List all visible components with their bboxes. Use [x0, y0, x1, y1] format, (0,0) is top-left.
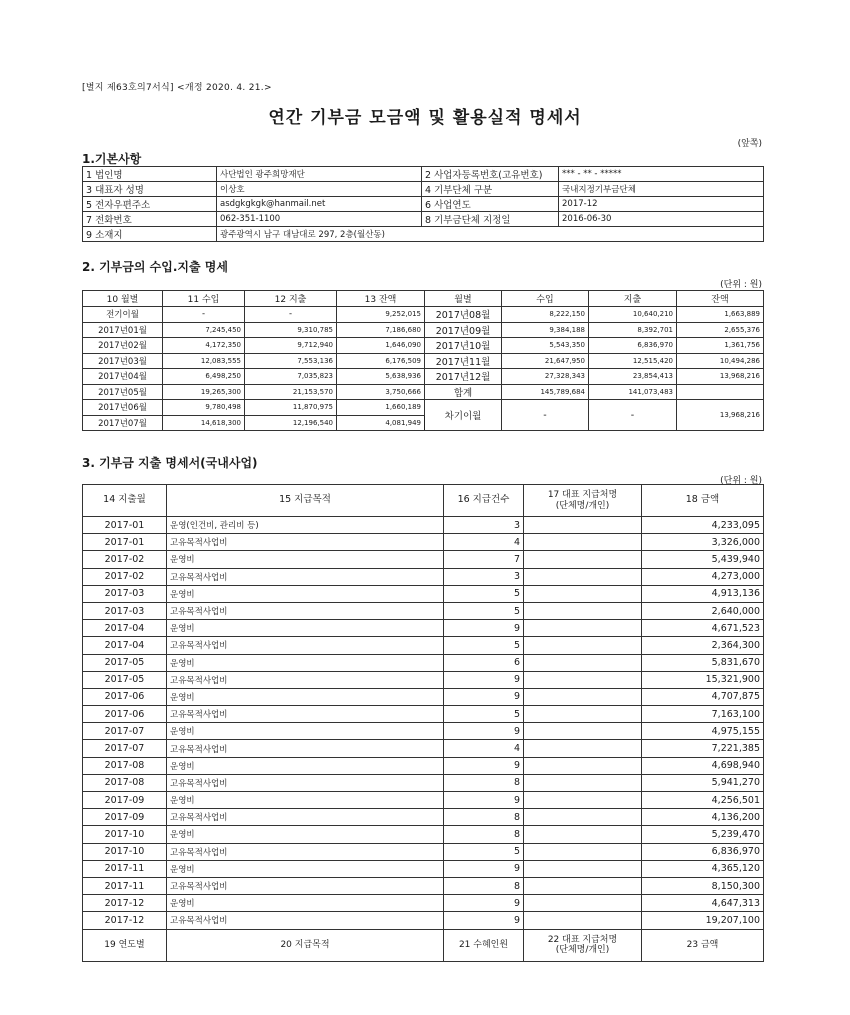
carry-balance-cell: 13,968,216 [677, 400, 764, 431]
column-header: 15 지급목적 [167, 485, 444, 517]
purpose-cell: 운영비 [167, 551, 444, 568]
count-cell: 9 [444, 688, 524, 705]
table-row [83, 826, 764, 843]
amount-cell: 5,239,470 [642, 826, 764, 843]
column-header: 23 금액 [642, 929, 764, 961]
month-cell: 2017년09월 [425, 322, 502, 338]
month-cell: 2017-06 [83, 706, 167, 723]
table-row [83, 307, 764, 323]
column-header: 잔액 [677, 291, 764, 307]
purpose-cell: 고유목적사업비 [167, 774, 444, 791]
amount-cell: 4,647,313 [642, 895, 764, 912]
month-cell: 2017-10 [83, 843, 167, 860]
column-header: 16 지급건수 [444, 485, 524, 517]
amount-cell: 7,163,100 [642, 706, 764, 723]
expense-cell: 6,836,970 [589, 338, 677, 354]
balance-cell: 7,186,680 [337, 322, 425, 338]
carry-expense-cell: - [589, 400, 677, 431]
purpose-cell: 고유목적사업비 [167, 740, 444, 757]
balance-cell: 1,660,189 [337, 400, 425, 416]
purpose-cell: 고유목적사업비 [167, 568, 444, 585]
payee-cell [524, 637, 642, 654]
amount-cell: 2,640,000 [642, 602, 764, 619]
month-cell: 2017년05월 [83, 384, 163, 400]
income-cell: 6,498,250 [163, 369, 245, 385]
table-row [83, 534, 764, 551]
table-row [83, 353, 764, 369]
amount-cell: 2,364,300 [642, 637, 764, 654]
income-cell: 9,780,498 [163, 400, 245, 416]
purpose-cell: 고유목적사업비 [167, 809, 444, 826]
expense-cell: 10,640,210 [589, 307, 677, 323]
section1-heading: 1.기본사항 [82, 152, 142, 166]
income-cell: 4,172,350 [163, 338, 245, 354]
table-row [83, 706, 764, 723]
payee-cell [524, 654, 642, 671]
table-row [83, 877, 764, 894]
count-cell: 9 [444, 671, 524, 688]
column-header: 12 지출 [245, 291, 337, 307]
count-cell: 8 [444, 809, 524, 826]
amount-cell: 3,326,000 [642, 534, 764, 551]
field-label: 7 전화번호 [83, 212, 217, 227]
count-cell: 9 [444, 723, 524, 740]
column-header: 11 수입 [163, 291, 245, 307]
balance-cell: 4,081,949 [337, 415, 425, 431]
income-expense-table [82, 290, 764, 431]
count-cell: 3 [444, 568, 524, 585]
carry-month-cell: 차기이월 [425, 400, 502, 431]
payee-cell [524, 620, 642, 637]
month-cell: 2017년07월 [83, 415, 163, 431]
month-cell: 2017-01 [83, 517, 167, 534]
count-cell: 9 [444, 792, 524, 809]
table-row [83, 620, 764, 637]
carry-income-cell: - [502, 400, 589, 431]
table-row [83, 671, 764, 688]
amount-cell: 4,136,200 [642, 809, 764, 826]
month-cell: 2017-04 [83, 637, 167, 654]
month-cell: 2017년03월 [83, 353, 163, 369]
basic-info-row [83, 167, 764, 182]
income-cell: 19,265,300 [163, 384, 245, 400]
month-cell: 전기이월 [83, 307, 163, 323]
table-row [83, 792, 764, 809]
payee-cell [524, 877, 642, 894]
table-row [83, 369, 764, 385]
payee-cell [524, 774, 642, 791]
amount-cell: 19,207,100 [642, 912, 764, 929]
expense-cell: 23,854,413 [589, 369, 677, 385]
count-cell: 5 [444, 637, 524, 654]
purpose-cell: 고유목적사업비 [167, 843, 444, 860]
income-cell: 9,384,188 [502, 322, 589, 338]
expense-cell: 8,392,701 [589, 322, 677, 338]
expense-cell: - [245, 307, 337, 323]
count-cell: 9 [444, 757, 524, 774]
table-row [83, 774, 764, 791]
count-cell: 5 [444, 585, 524, 602]
column-header: 지출 [589, 291, 677, 307]
footer-header-row [83, 929, 764, 961]
purpose-cell: 고유목적사업비 [167, 877, 444, 894]
column-header: 21 수혜인원 [444, 929, 524, 961]
amount-cell: 4,698,940 [642, 757, 764, 774]
purpose-cell: 고유목적사업비 [167, 706, 444, 723]
amount-cell: 15,321,900 [642, 671, 764, 688]
count-cell: 9 [444, 620, 524, 637]
amount-cell: 5,831,670 [642, 654, 764, 671]
month-cell: 2017-01 [83, 534, 167, 551]
payee-cell [524, 895, 642, 912]
balance-cell: 1,361,756 [677, 338, 764, 354]
count-cell: 8 [444, 826, 524, 843]
payee-cell [524, 740, 642, 757]
table-row [83, 860, 764, 877]
amount-cell: 4,365,120 [642, 860, 764, 877]
count-cell: 3 [444, 517, 524, 534]
field-value: 이상호 [217, 182, 422, 197]
expense-detail-table [82, 484, 764, 962]
field-value: 062-351-1100 [217, 212, 422, 227]
basic-info-row [83, 212, 764, 227]
purpose-cell: 고유목적사업비 [167, 637, 444, 654]
payee-cell [524, 860, 642, 877]
payee-cell [524, 826, 642, 843]
expense-cell: 12,196,540 [245, 415, 337, 431]
payee-cell [524, 585, 642, 602]
payee-cell [524, 792, 642, 809]
income-cell: 12,083,555 [163, 353, 245, 369]
table-row [83, 843, 764, 860]
field-label: 5 전자우편주소 [83, 197, 217, 212]
purpose-cell: 고유목적사업비 [167, 602, 444, 619]
expense-cell: 12,515,420 [589, 353, 677, 369]
field-label: 6 사업연도 [422, 197, 559, 212]
payee-cell [524, 843, 642, 860]
month-cell: 2017년02월 [83, 338, 163, 354]
basic-info-table [82, 166, 764, 242]
expense-cell: 21,153,570 [245, 384, 337, 400]
balance-cell: 2,655,376 [677, 322, 764, 338]
column-header: 20 지급목적 [167, 929, 444, 961]
amount-cell: 8,150,300 [642, 877, 764, 894]
payee-cell [524, 517, 642, 534]
count-cell: 5 [444, 843, 524, 860]
basic-info-row [83, 182, 764, 197]
column-header: 19 연도별 [83, 929, 167, 961]
count-cell: 9 [444, 860, 524, 877]
income-cell: 5,543,350 [502, 338, 589, 354]
amount-cell: 4,671,523 [642, 620, 764, 637]
basic-info-row [83, 197, 764, 212]
month-cell: 2017년06월 [83, 400, 163, 416]
count-cell: 9 [444, 895, 524, 912]
field-label: 9 소재지 [83, 227, 217, 242]
month-cell: 2017-12 [83, 912, 167, 929]
payee-cell [524, 809, 642, 826]
field-value: 국내지정기부금단체 [559, 182, 764, 197]
count-cell: 5 [444, 602, 524, 619]
table-row [83, 895, 764, 912]
field-value: 사단법인 광주희망재단 [217, 167, 422, 182]
count-cell: 4 [444, 534, 524, 551]
purpose-cell: 운영비 [167, 860, 444, 877]
field-value: 2017-12 [559, 197, 764, 212]
payee-cell [524, 688, 642, 705]
amount-cell: 7,221,385 [642, 740, 764, 757]
expense-cell: 141,073,483 [589, 384, 677, 400]
purpose-cell: 운영비 [167, 585, 444, 602]
column-header: 22 대표 지급처명 (단체명/개인) [524, 929, 642, 961]
purpose-cell: 운영비 [167, 792, 444, 809]
amount-cell: 4,273,000 [642, 568, 764, 585]
amount-cell: 4,975,155 [642, 723, 764, 740]
payee-cell [524, 912, 642, 929]
count-cell: 6 [444, 654, 524, 671]
expense-cell: 9,712,940 [245, 338, 337, 354]
count-cell: 8 [444, 877, 524, 894]
count-cell: 5 [444, 706, 524, 723]
income-cell: - [163, 307, 245, 323]
month-cell: 2017-05 [83, 671, 167, 688]
amount-cell: 4,233,095 [642, 517, 764, 534]
address-value: 광주광역시 남구 대남대로 297, 2층(월산동) [217, 227, 764, 242]
income-cell: 14,618,300 [163, 415, 245, 431]
month-cell: 2017년04월 [83, 369, 163, 385]
table-row [83, 723, 764, 740]
month-cell: 2017-03 [83, 585, 167, 602]
income-cell: 145,789,684 [502, 384, 589, 400]
month-cell: 2017-02 [83, 551, 167, 568]
side-note: (앞쪽) [737, 139, 762, 149]
month-cell: 2017-12 [83, 895, 167, 912]
table-row [83, 517, 764, 534]
count-cell: 8 [444, 774, 524, 791]
purpose-cell: 운영비 [167, 895, 444, 912]
payee-cell [524, 671, 642, 688]
amount-cell: 4,707,875 [642, 688, 764, 705]
balance-cell: 13,968,216 [677, 369, 764, 385]
count-cell: 4 [444, 740, 524, 757]
balance-cell: 1,663,889 [677, 307, 764, 323]
column-header: 17 대표 지급처명 (단체명/개인) [524, 485, 642, 517]
month-cell: 2017년11월 [425, 353, 502, 369]
column-header: 18 금액 [642, 485, 764, 517]
table-row [83, 322, 764, 338]
section3-unit: (단위 : 원) [720, 476, 762, 486]
payee-cell [524, 757, 642, 774]
income-cell: 21,647,950 [502, 353, 589, 369]
income-cell: 7,245,450 [163, 322, 245, 338]
month-cell: 2017-09 [83, 809, 167, 826]
table-row [83, 384, 764, 400]
payee-cell [524, 706, 642, 723]
purpose-cell: 운영비 [167, 723, 444, 740]
field-value: *** - ** - ***** [559, 167, 764, 182]
month-cell: 2017년01월 [83, 322, 163, 338]
column-header: 13 잔액 [337, 291, 425, 307]
balance-cell: 3,750,666 [337, 384, 425, 400]
balance-cell: 1,646,090 [337, 338, 425, 354]
table-row [83, 585, 764, 602]
income-cell: 27,328,343 [502, 369, 589, 385]
amount-cell: 5,439,940 [642, 551, 764, 568]
table-row [83, 568, 764, 585]
table-row [83, 809, 764, 826]
section2-unit: (단위 : 원) [720, 280, 762, 290]
month-cell: 2017년10월 [425, 338, 502, 354]
table-header-row [83, 291, 764, 307]
field-value: asdgkgkgk@hanmail.net [217, 197, 422, 212]
page-title: 연간 기부금 모금액 및 활용실적 명세서 [268, 108, 582, 128]
column-header: 월별 [425, 291, 502, 307]
month-cell: 2017-10 [83, 826, 167, 843]
form-number: [별지 제63호의7서식] <개정 2020. 4. 21.> [82, 83, 272, 93]
balance-cell: 5,638,936 [337, 369, 425, 385]
count-cell: 7 [444, 551, 524, 568]
table-header-row [83, 485, 764, 517]
month-cell: 2017-07 [83, 740, 167, 757]
month-cell: 2017-11 [83, 877, 167, 894]
month-cell: 2017-08 [83, 774, 167, 791]
expense-cell: 11,870,975 [245, 400, 337, 416]
month-cell: 2017-04 [83, 620, 167, 637]
column-header: 수입 [502, 291, 589, 307]
amount-cell: 5,941,270 [642, 774, 764, 791]
payee-cell [524, 568, 642, 585]
purpose-cell: 운영(인건비, 관리비 등) [167, 517, 444, 534]
table-row [83, 912, 764, 929]
month-cell: 2017년12월 [425, 369, 502, 385]
expense-cell: 9,310,785 [245, 322, 337, 338]
month-cell: 2017-11 [83, 860, 167, 877]
table-row [83, 551, 764, 568]
table-row [83, 654, 764, 671]
month-cell: 합계 [425, 384, 502, 400]
section2-heading: 2. 기부금의 수입.지출 명세 [82, 260, 228, 274]
month-cell: 2017-05 [83, 654, 167, 671]
balance-cell: 6,176,509 [337, 353, 425, 369]
amount-cell: 6,836,970 [642, 843, 764, 860]
month-cell: 2017-03 [83, 602, 167, 619]
purpose-cell: 고유목적사업비 [167, 671, 444, 688]
column-header: 10 월별 [83, 291, 163, 307]
purpose-cell: 운영비 [167, 654, 444, 671]
amount-cell: 4,256,501 [642, 792, 764, 809]
payee-cell [524, 534, 642, 551]
expense-cell: 7,553,136 [245, 353, 337, 369]
balance-cell: 9,252,015 [337, 307, 425, 323]
field-label: 8 기부금단체 지정일 [422, 212, 559, 227]
field-label: 4 기부단체 구분 [422, 182, 559, 197]
purpose-cell: 운영비 [167, 620, 444, 637]
section3-heading: 3. 기부금 지출 명세서(국내사업) [82, 456, 258, 470]
purpose-cell: 운영비 [167, 688, 444, 705]
table-row [83, 688, 764, 705]
balance-cell: 10,494,286 [677, 353, 764, 369]
purpose-cell: 운영비 [167, 757, 444, 774]
month-cell: 2017-02 [83, 568, 167, 585]
month-cell: 2017-06 [83, 688, 167, 705]
purpose-cell: 운영비 [167, 826, 444, 843]
field-label: 2 사업자등록번호(고유번호) [422, 167, 559, 182]
expense-cell: 7,035,823 [245, 369, 337, 385]
amount-cell: 4,913,136 [642, 585, 764, 602]
table-row [83, 602, 764, 619]
month-cell: 2017-08 [83, 757, 167, 774]
table-row [83, 757, 764, 774]
table-row [83, 740, 764, 757]
payee-cell [524, 723, 642, 740]
balance-cell [677, 384, 764, 400]
income-cell: 8,222,150 [502, 307, 589, 323]
column-header: 14 지출월 [83, 485, 167, 517]
field-label: 1 법인명 [83, 167, 217, 182]
table-row [83, 400, 764, 416]
payee-cell [524, 551, 642, 568]
field-value: 2016-06-30 [559, 212, 764, 227]
month-cell: 2017-09 [83, 792, 167, 809]
month-cell: 2017-07 [83, 723, 167, 740]
purpose-cell: 고유목적사업비 [167, 912, 444, 929]
field-label: 3 대표자 성명 [83, 182, 217, 197]
count-cell: 9 [444, 912, 524, 929]
payee-cell [524, 602, 642, 619]
basic-info-row [83, 227, 764, 242]
table-row [83, 637, 764, 654]
month-cell: 2017년08월 [425, 307, 502, 323]
purpose-cell: 고유목적사업비 [167, 534, 444, 551]
table-row [83, 338, 764, 354]
